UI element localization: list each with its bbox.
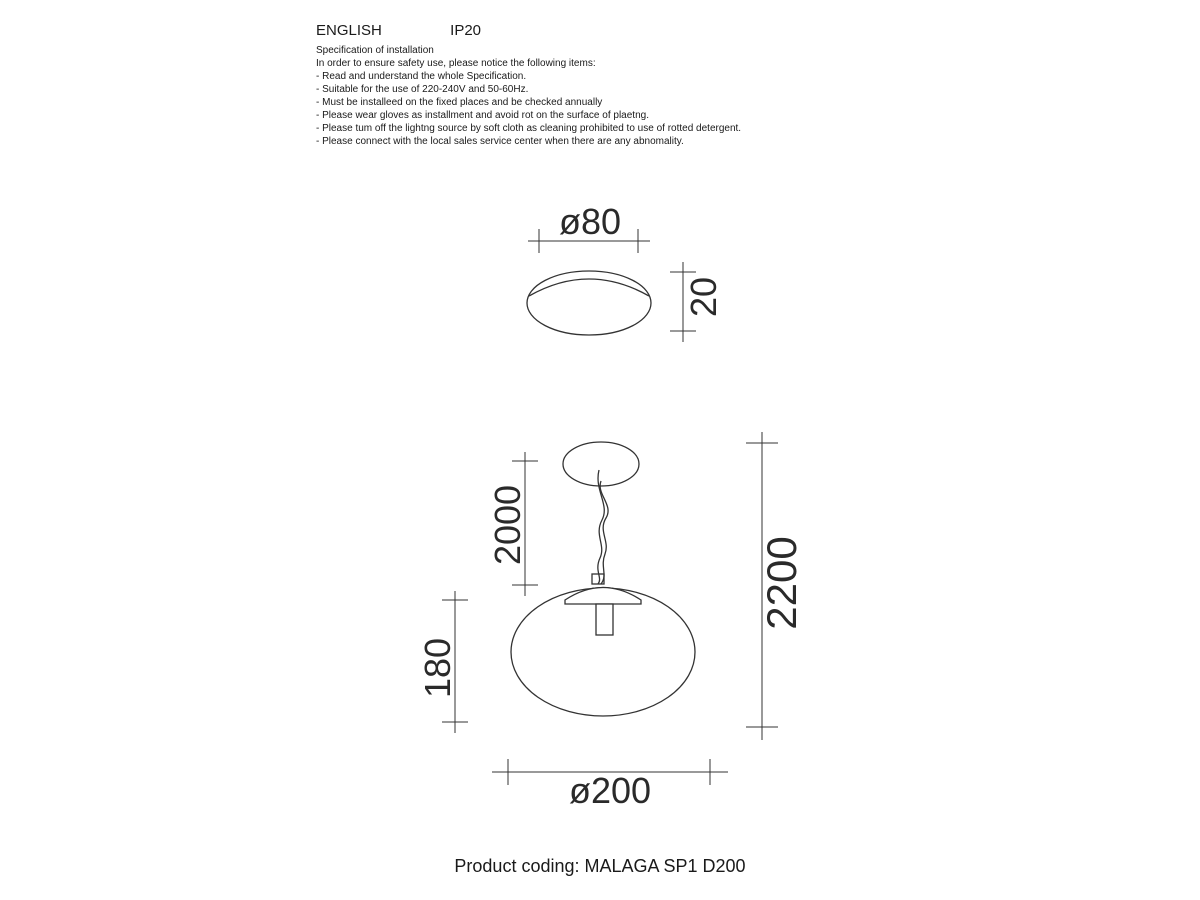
bulb-holder (596, 604, 613, 635)
total-height-label: 2200 (758, 536, 805, 630)
product-coding (0, 856, 1200, 877)
spec-line: - Must be installeed on the fixed places and be checked annually (316, 97, 603, 108)
spec-title: Specification of installation (316, 45, 434, 56)
language-label: ENGLISH (316, 22, 382, 39)
spec-line: In order to ensure safety use, please notice the following items: (316, 58, 596, 69)
pendant-drawing (511, 442, 695, 716)
shade-diameter-label: ø200 (568, 770, 652, 811)
spec-line: - Read and understand the whole Specification. (316, 71, 527, 82)
shade-height-label: 180 (417, 637, 458, 699)
spec-line: - Suitable for the use of 220-240V and 50-60Hz. (316, 84, 529, 95)
canopy-height-label: 20 (683, 276, 724, 318)
canopy-rim (529, 279, 649, 296)
canopy-diameter-label: ø80 (558, 201, 622, 242)
ip-rating: IP20 (450, 22, 482, 39)
cable-length-label: 2000 (487, 484, 528, 566)
canopy-drawing (527, 271, 651, 335)
canopy-outline (527, 271, 651, 335)
ceiling-canopy (563, 442, 639, 486)
spec-line: - Please tum off the lightng source by soft cloth as cleaning prohibited to use of rotted detergent. (316, 123, 742, 134)
product-coding-text: Product coding: MALAGA SP1 D200 (454, 856, 746, 876)
spec-line: - Please connect with the local sales service center when there are any abnomality. (316, 136, 684, 147)
spec-line: - Please wear gloves as installment and avoid rot on the surface of plaetng. (316, 110, 649, 121)
